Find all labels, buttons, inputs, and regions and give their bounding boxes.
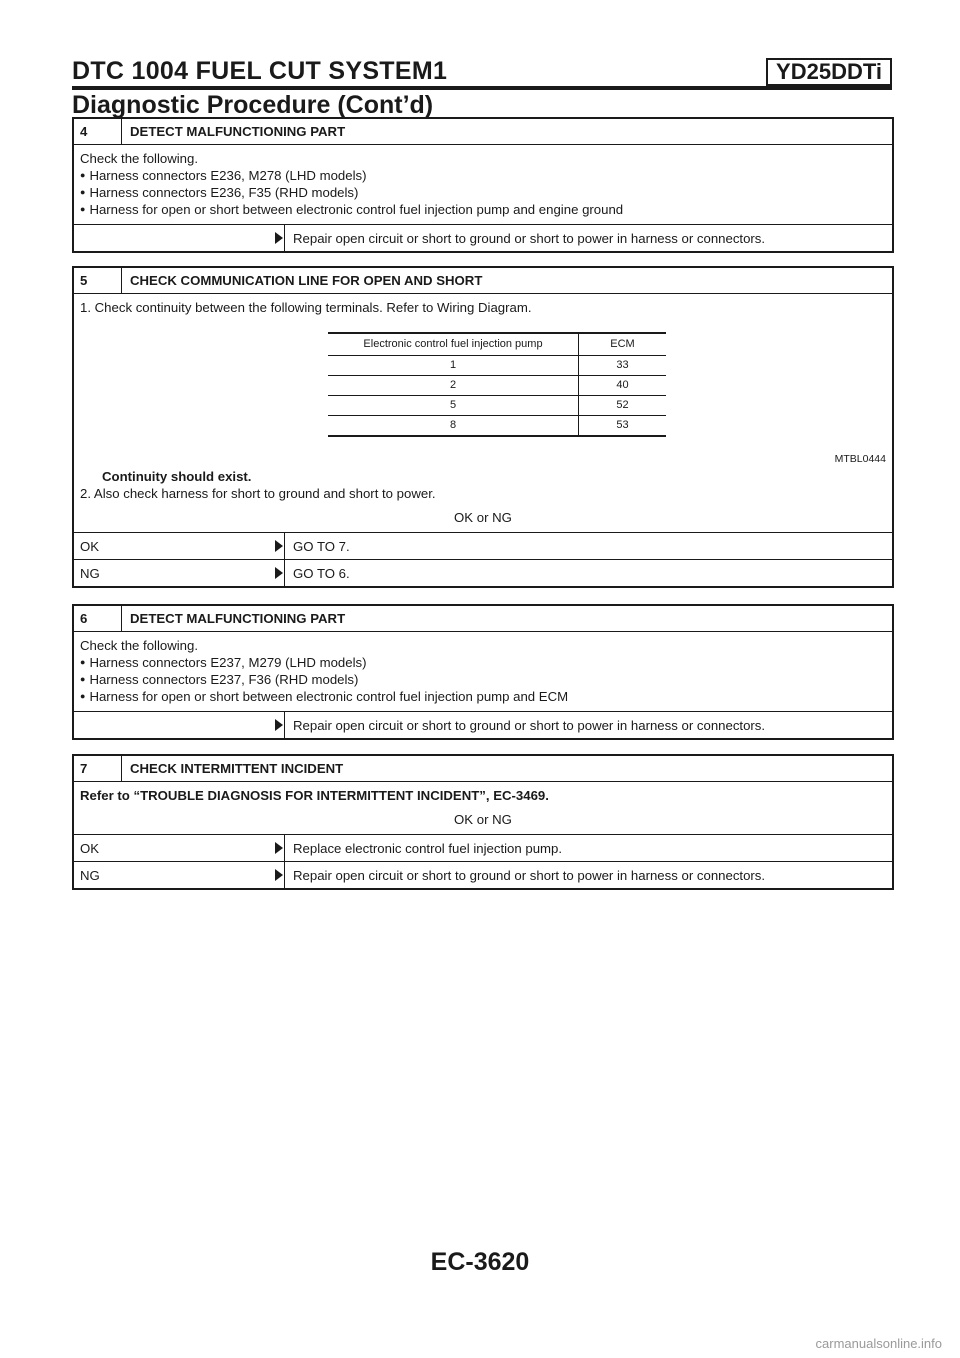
step-5-block bbox=[72, 266, 894, 588]
step-5-ok-row bbox=[74, 533, 892, 560]
page-subtitle: Diagnostic Procedure (Cont’d) bbox=[72, 91, 434, 119]
arrow-right-icon bbox=[275, 719, 283, 731]
result-action bbox=[284, 225, 892, 251]
page-number: EC-3620 bbox=[430, 1248, 530, 1276]
step-5-header bbox=[74, 268, 892, 294]
action-text: GO TO 7. bbox=[293, 538, 350, 554]
step-6-result bbox=[74, 712, 892, 738]
check-intro: Check the following. bbox=[80, 151, 199, 166]
result-action bbox=[284, 533, 892, 559]
result-label-ng: NG bbox=[80, 867, 100, 883]
pump-terminal: 2 bbox=[328, 376, 579, 396]
col-header-pump: Electronic control fuel injection pump bbox=[328, 333, 579, 356]
check-item: ● Harness for open or short between electronic control fuel injection pump and ECM bbox=[80, 688, 886, 705]
col-header-ecm: ECM bbox=[579, 333, 667, 356]
action-text: Repair open circuit or short to ground or short to power in harness or connectors. bbox=[293, 867, 766, 883]
step-number: 6 bbox=[74, 606, 122, 631]
action-text: Repair open circuit or short to ground or short to power in harness or connectors. bbox=[293, 717, 766, 733]
check-item: ● Harness for open or short between electronic control fuel injection pump and engine ground bbox=[80, 201, 886, 218]
result-action bbox=[284, 835, 892, 861]
ecm-terminal: 33 bbox=[579, 356, 667, 376]
table-row bbox=[328, 356, 666, 376]
step-title: CHECK INTERMITTENT INCIDENT bbox=[130, 761, 344, 776]
ok-or-ng: OK or NG bbox=[454, 510, 512, 525]
step-6-body bbox=[74, 632, 892, 712]
reference-text: Refer to “TROUBLE DIAGNOSIS FOR INTERMITTENT INCIDENT”, EC-3469. bbox=[80, 788, 549, 803]
action-text: Repair open circuit or short to ground or short to power in harness or connectors. bbox=[293, 230, 766, 246]
watermark: carmanualsonline.info bbox=[815, 1336, 942, 1351]
step-number: 4 bbox=[74, 119, 122, 144]
step-4-block bbox=[72, 117, 894, 253]
step-5-body bbox=[74, 294, 892, 533]
ecm-terminal: 53 bbox=[579, 416, 667, 437]
check-item: ● Harness connectors E237, F36 (RHD models) bbox=[80, 671, 886, 688]
result-label-ng: NG bbox=[80, 565, 100, 581]
continuity-table bbox=[328, 332, 666, 437]
arrow-right-icon bbox=[275, 869, 283, 881]
arrow-right-icon bbox=[275, 842, 283, 854]
result-action bbox=[284, 862, 892, 888]
action-text: Replace electronic control fuel injection pump. bbox=[293, 840, 563, 856]
pump-terminal: 8 bbox=[328, 416, 579, 437]
check-item: ● Harness connectors E237, M279 (LHD models) bbox=[80, 654, 886, 671]
arrow-right-icon bbox=[275, 567, 283, 579]
arrow-right-icon bbox=[275, 232, 283, 244]
result-label-ok: OK bbox=[80, 538, 100, 554]
table-row bbox=[328, 396, 666, 416]
ecm-terminal: 40 bbox=[579, 376, 667, 396]
result-action bbox=[284, 712, 892, 738]
check-item: ● Harness connectors E236, M278 (LHD models) bbox=[80, 167, 886, 184]
step-7-ok-row bbox=[74, 835, 892, 862]
instruction-2: 2. Also check harness for short to ground and short to power. bbox=[80, 486, 436, 501]
step-4-header bbox=[74, 119, 892, 145]
step-title: CHECK COMMUNICATION LINE FOR OPEN AND SHORT bbox=[130, 273, 483, 288]
ecm-terminal: 52 bbox=[579, 396, 667, 416]
step-7-ng-row bbox=[74, 862, 892, 888]
pump-terminal: 1 bbox=[328, 356, 579, 376]
step-7-block bbox=[72, 754, 894, 890]
instruction-1: 1. Check continuity between the following terminals. Refer to Wiring Diagram. bbox=[80, 300, 532, 315]
step-4-result bbox=[74, 225, 892, 251]
step-number: 7 bbox=[74, 756, 122, 781]
step-7-body bbox=[74, 782, 892, 835]
table-row bbox=[328, 416, 666, 437]
continuity-note: Continuity should exist. bbox=[102, 469, 252, 484]
action-text: GO TO 6. bbox=[293, 565, 350, 581]
step-4-body bbox=[74, 145, 892, 225]
table-row bbox=[328, 376, 666, 396]
figure-id: MTBL0444 bbox=[834, 453, 886, 465]
page-title: DTC 1004 FUEL CUT SYSTEM1 bbox=[72, 57, 448, 85]
arrow-right-icon bbox=[275, 540, 283, 552]
step-7-header bbox=[74, 756, 892, 782]
step-6-block bbox=[72, 604, 894, 740]
result-action bbox=[284, 560, 892, 586]
pump-terminal: 5 bbox=[328, 396, 579, 416]
check-intro: Check the following. bbox=[80, 638, 199, 653]
step-5-ng-row bbox=[74, 560, 892, 586]
ok-or-ng: OK or NG bbox=[454, 812, 512, 827]
step-number: 5 bbox=[74, 268, 122, 293]
check-item: ● Harness connectors E236, F35 (RHD models) bbox=[80, 184, 886, 201]
step-title: DETECT MALFUNCTIONING PART bbox=[130, 124, 346, 139]
step-title: DETECT MALFUNCTIONING PART bbox=[130, 611, 346, 626]
step-6-header bbox=[74, 606, 892, 632]
engine-code-badge: YD25DDTi bbox=[766, 58, 892, 86]
result-label-ok: OK bbox=[80, 840, 100, 856]
